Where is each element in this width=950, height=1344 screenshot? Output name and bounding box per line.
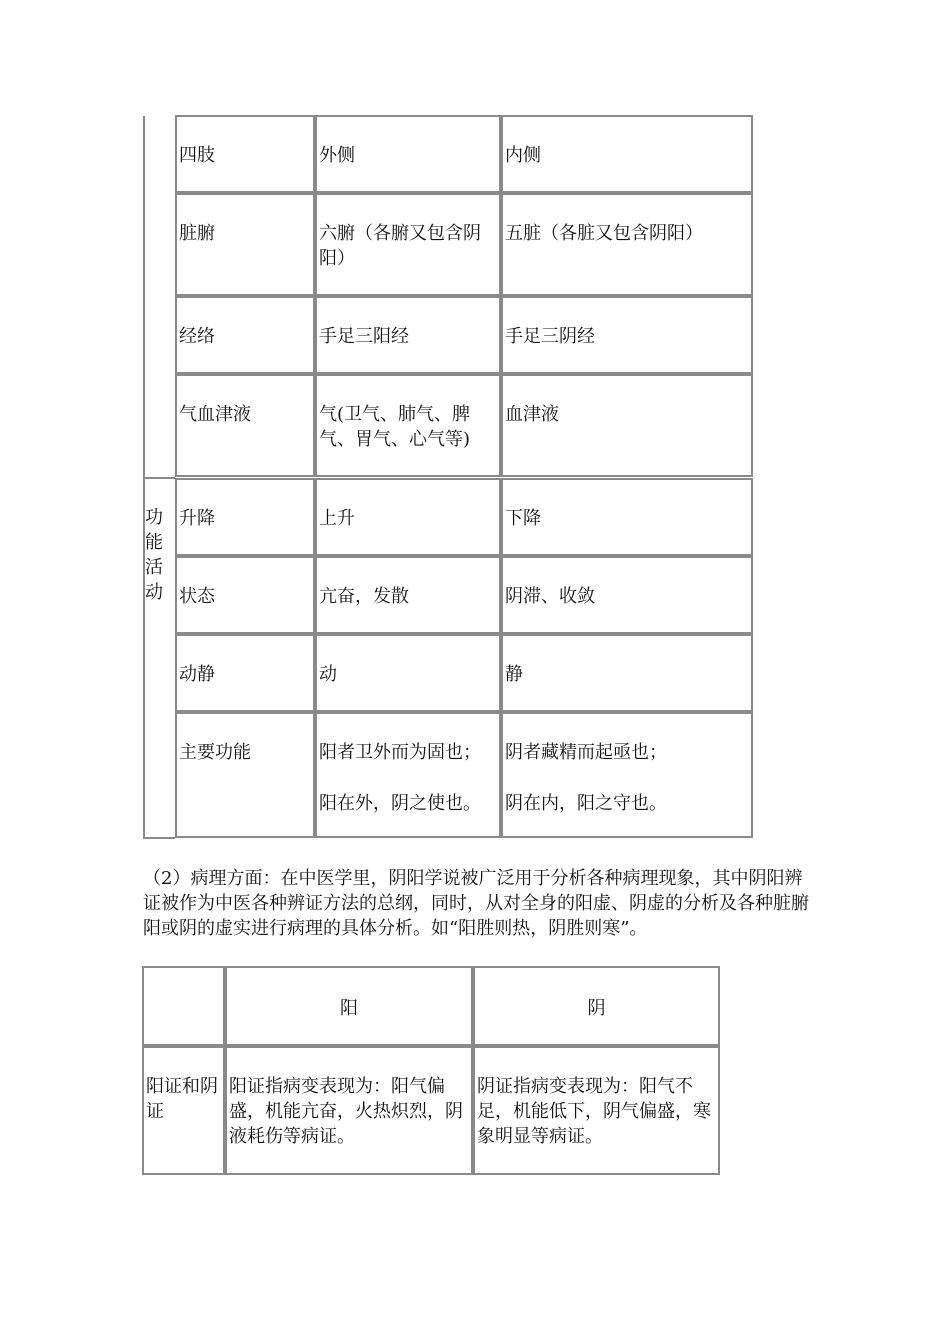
- table-cell-yin: [501, 712, 753, 838]
- table-cell-attr: 气血津液: [175, 374, 315, 477]
- table-cell-attr: 主要功能: [175, 712, 315, 838]
- table-border: [143, 477, 175, 479]
- table-cell-attr: 四肢: [175, 115, 315, 193]
- table-cell-attr: 状态: [175, 556, 315, 634]
- table-border: [143, 837, 175, 839]
- table-cell-attr: 脏腑: [175, 193, 315, 296]
- table-cell-yin: 内侧: [501, 115, 753, 193]
- table-cell-yang: [315, 712, 501, 838]
- function-line: 阴在内，阳之守也。: [505, 793, 667, 814]
- yin-syndrome-desc: 阴证指病变表现为：阳气不足，机能低下，阴气偏盛，寒象明显等病证。: [473, 1046, 720, 1175]
- table-cell-yang: 上升: [315, 478, 501, 556]
- table-cell-yin: 血津液: [501, 374, 753, 477]
- table-cell-yin: 下降: [501, 478, 753, 556]
- table-cell-yin: 静: [501, 634, 753, 712]
- header-blank-cell: [142, 966, 225, 1046]
- function-line: 阳在外，阴之使也。: [319, 793, 481, 814]
- group-label: 功能活动: [145, 507, 163, 603]
- pathology-paragraph: （2）病理方面：在中医学里，阴阳学说被广泛用于分析各种病理现象，其中阴阳辨证被作为中医各种辨证方法的总纲，同时，从对全身的阳虚、阴虚的分析及各种脏腑阳或阴的虚实进行病理的具体分析。如“阳胜则热，阴胜则寒”。: [143, 868, 809, 939]
- yang-syndrome-desc: 阳证指病变表现为：阳气偏盛，机能亢奋，火热炽烈，阴液耗伤等病证。: [225, 1046, 473, 1175]
- table-cell-attr: 动静: [175, 634, 315, 712]
- function-line: 阴者藏精而起亟也；: [505, 742, 667, 763]
- function-line: 阳者卫外而为固也；: [319, 742, 481, 763]
- table-cell-attr: 升降: [175, 478, 315, 556]
- header-yin: 阴: [473, 966, 720, 1046]
- table-cell-yang: 气(卫气、肺气、脾气、胃气、心气等): [315, 374, 501, 477]
- table-cell-yang: 亢奋，发散: [315, 556, 501, 634]
- header-yang: 阳: [225, 966, 473, 1046]
- table-cell-yang: 外侧: [315, 115, 501, 193]
- table-cell-yang: 手足三阳经: [315, 296, 501, 374]
- table-cell-yang: 动: [315, 634, 501, 712]
- table-cell-attr: 经络: [175, 296, 315, 374]
- table-cell-yang: 六腑（各腑又包含阴阳）: [315, 193, 501, 296]
- table-cell-yin: 手足三阴经: [501, 296, 753, 374]
- table-cell-yin: 阴滞、收敛: [501, 556, 753, 634]
- row-label: 阳证和阴证: [142, 1046, 225, 1175]
- table-cell-yin: 五脏（各脏又包含阴阳）: [501, 193, 753, 296]
